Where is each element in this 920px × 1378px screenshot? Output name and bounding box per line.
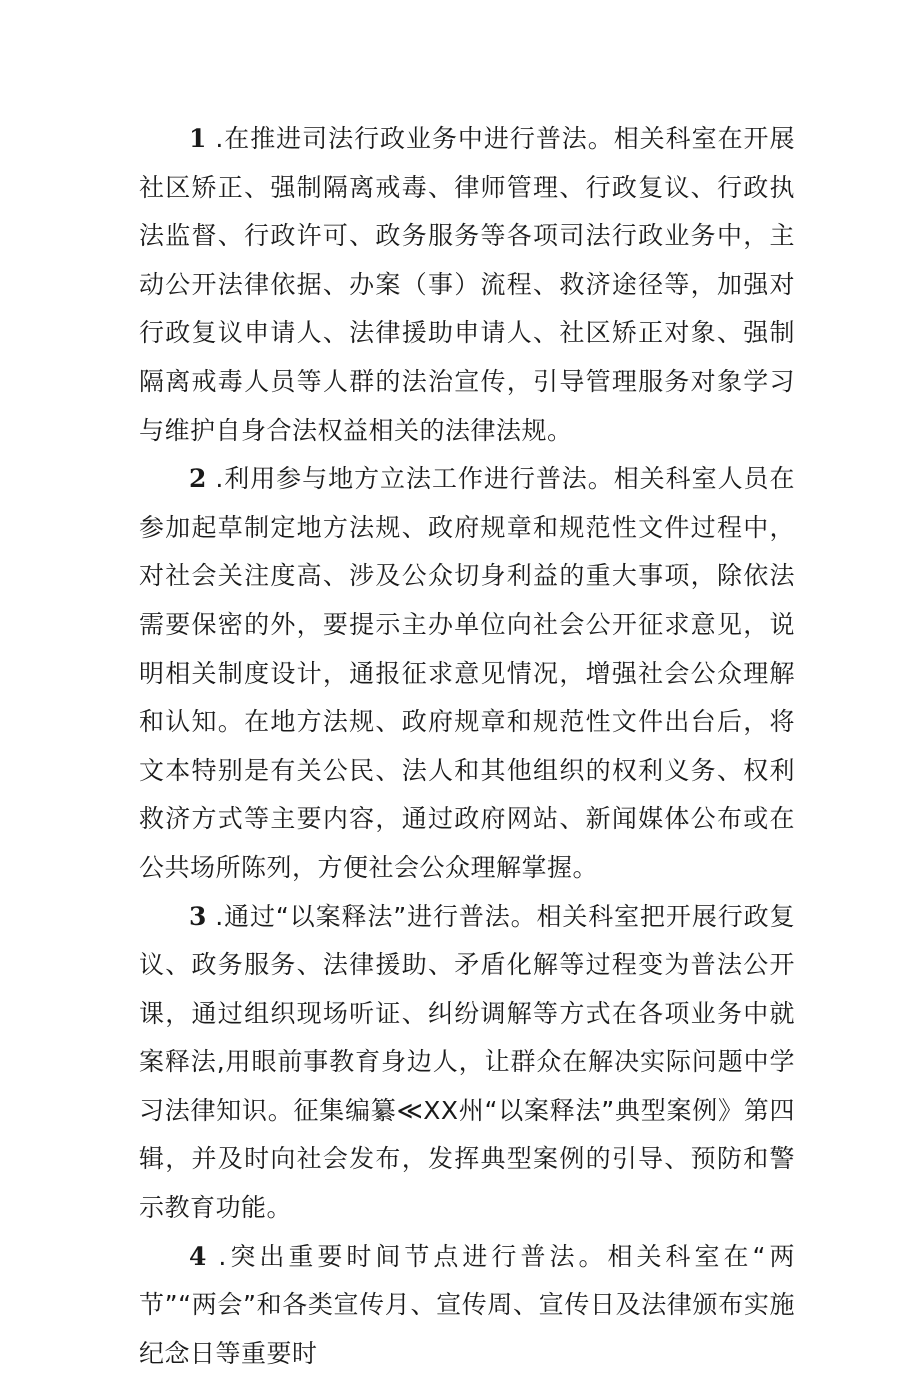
paragraph-number: 4 [189,1241,207,1271]
paragraph-text: .通过“以案释法”进行普法。相关科室把开展行政复议、政务服务、法律援助、矛盾化解等过程变为普法公开课，通过组织现场听证、纠纷调解等方式在各项业务中就案释法,用眼前事教育身边人，让群众在解决实际问题中学习法律知识。征集编纂≪XX州“以案释法”典型案例》第四辑，并及时向社会发布，发挥典型案例的引导、预防和警示教育功能。 [139,901,795,1223]
paragraph-number: 3 [189,901,207,931]
paragraph-1 [139,115,795,455]
paragraph-text: .突出重要时间节点进行普法。相关科室在“两节”“两会”和各类宣传月、宣传周、宣传日及法律颁布实施纪念日等重要时 [139,1241,795,1368]
paragraph-2 [139,455,795,892]
paragraph-text: .在推进司法行政业务中进行普法。相关科室在开展社区矫正、强制隔离戒毒、律师管理、行政复议、行政执法监督、行政许可、政务服务等各项司法行政业务中，主动公开法律依据、办案（事）流程、救济途径等，加强对行政复议申请人、法律援助申请人、社区矫正对象、强制隔离戒毒人员等人群的法治宣传，引导管理服务对象学习与维护自身合法权益相关的法律法规。 [139,124,795,445]
paragraph-4 [139,1233,795,1378]
paragraph-text: .利用参与地方立法工作进行普法。相关科室人员在参加起草制定地方法规、政府规章和规范性文件过程中，对社会关注度高、涉及公众切身利益的重大事项，除依法需要保密的外，要提示主办单位向社会公开征求意见，说明相关制度设计，通报征求意见情况，增强社会公众理解和认知。在地方法规、政府规章和规范性文件出台后，将文本特别是有关公民、法人和其他组织的权利义务、权利救济方式等主要内容，通过政府网站、新闻媒体公布或在公共场所陈列，方便社会公众理解掌握。 [139,464,795,882]
paragraph-number: 1 [189,124,207,153]
paragraph-number: 2 [189,464,207,494]
paragraph-3 [139,893,795,1233]
